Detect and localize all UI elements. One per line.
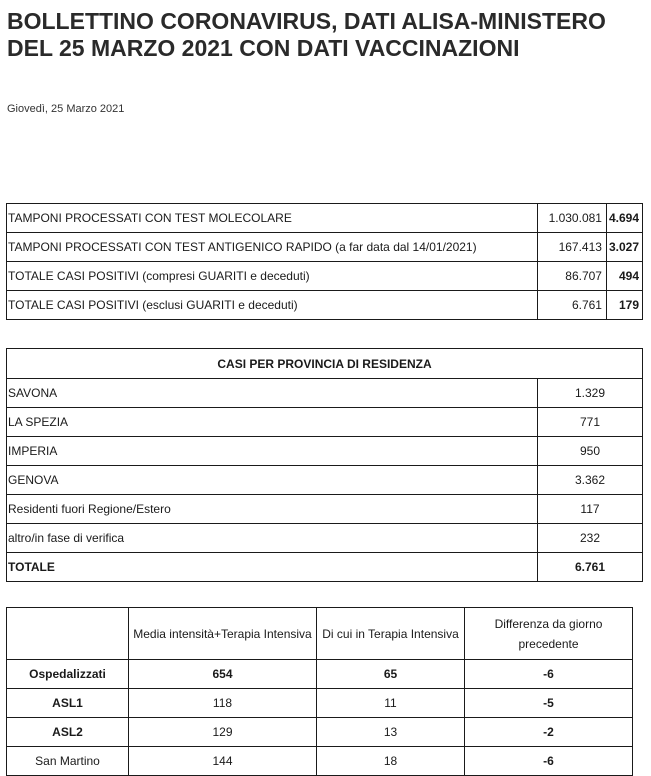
table-row <box>7 660 633 689</box>
province-table-header: CASI PER PROVINCIA DI RESIDENZA <box>7 349 643 379</box>
province-label: SAVONA <box>7 379 538 408</box>
row-total: 86.707 <box>537 262 606 291</box>
tests-table <box>6 203 643 320</box>
row-label: TAMPONI PROCESSATI CON TEST ANTIGENICO RAPIDO (a far data dal 14/01/2021) <box>7 233 538 262</box>
header-terapia: Di cui in Terapia Intensiva <box>317 608 465 660</box>
table-row <box>7 204 643 233</box>
table-row <box>7 408 643 437</box>
row-media: 654 <box>129 660 317 689</box>
province-label: IMPERIA <box>7 437 538 466</box>
table-row <box>7 747 633 776</box>
province-label: altro/in fase di verifica <box>7 524 538 553</box>
row-label: TOTALE CASI POSITIVI (esclusi GUARITI e deceduti) <box>7 291 538 320</box>
table-row <box>7 437 643 466</box>
table-header-row <box>7 349 643 379</box>
table-row <box>7 262 643 291</box>
province-value: 3.362 <box>538 466 643 495</box>
hospital-table <box>6 607 633 776</box>
row-label: TAMPONI PROCESSATI CON TEST MOLECOLARE <box>7 204 538 233</box>
province-value: 117 <box>538 495 643 524</box>
table-row <box>7 689 633 718</box>
table-row <box>7 233 643 262</box>
table-row <box>7 495 643 524</box>
header-media: Media intensità+Terapia Intensiva <box>129 608 317 660</box>
province-label: Residenti fuori Regione/Estero <box>7 495 538 524</box>
table-row <box>7 379 643 408</box>
table-row <box>7 466 643 495</box>
province-label: GENOVA <box>7 466 538 495</box>
table-row <box>7 291 643 320</box>
row-total: 1.030.081 <box>537 204 606 233</box>
table-row <box>7 718 633 747</box>
row-total: 6.761 <box>537 291 606 320</box>
header-differenza: Differenza da giorno precedente <box>465 608 633 660</box>
row-label: Ospedalizzati <box>7 660 129 689</box>
row-media: 129 <box>129 718 317 747</box>
total-row <box>7 553 643 582</box>
province-value: 232 <box>538 524 643 553</box>
row-media: 118 <box>129 689 317 718</box>
row-label: San Martino <box>7 747 129 776</box>
article-title: BOLLETTINO CORONAVIRUS, DATI ALISA-MINISTERO DEL 25 MARZO 2021 CON DATI VACCINAZIONI <box>7 8 606 61</box>
total-label: TOTALE <box>7 553 538 582</box>
row-total: 167.413 <box>537 233 606 262</box>
row-diff: -5 <box>465 689 633 718</box>
row-diff: -6 <box>465 660 633 689</box>
province-value: 1.329 <box>538 379 643 408</box>
row-diff: -2 <box>465 718 633 747</box>
row-terapia: 18 <box>317 747 465 776</box>
row-delta: 3.027 <box>606 233 642 262</box>
row-terapia: 13 <box>317 718 465 747</box>
row-delta: 4.694 <box>606 204 642 233</box>
row-label: TOTALE CASI POSITIVI (compresi GUARITI e deceduti) <box>7 262 538 291</box>
row-terapia: 11 <box>317 689 465 718</box>
province-value: 771 <box>538 408 643 437</box>
province-table <box>6 348 643 582</box>
total-value: 6.761 <box>538 553 643 582</box>
row-diff: -6 <box>465 747 633 776</box>
article-date: Giovedì, 25 Marzo 2021 <box>7 103 125 115</box>
row-delta: 179 <box>606 291 642 320</box>
header-empty <box>7 608 129 660</box>
table-row <box>7 524 643 553</box>
table-header-row <box>7 608 633 660</box>
row-media: 144 <box>129 747 317 776</box>
row-delta: 494 <box>606 262 642 291</box>
province-label: LA SPEZIA <box>7 408 538 437</box>
province-value: 950 <box>538 437 643 466</box>
row-label: ASL1 <box>7 689 129 718</box>
row-terapia: 65 <box>317 660 465 689</box>
row-label: ASL2 <box>7 718 129 747</box>
